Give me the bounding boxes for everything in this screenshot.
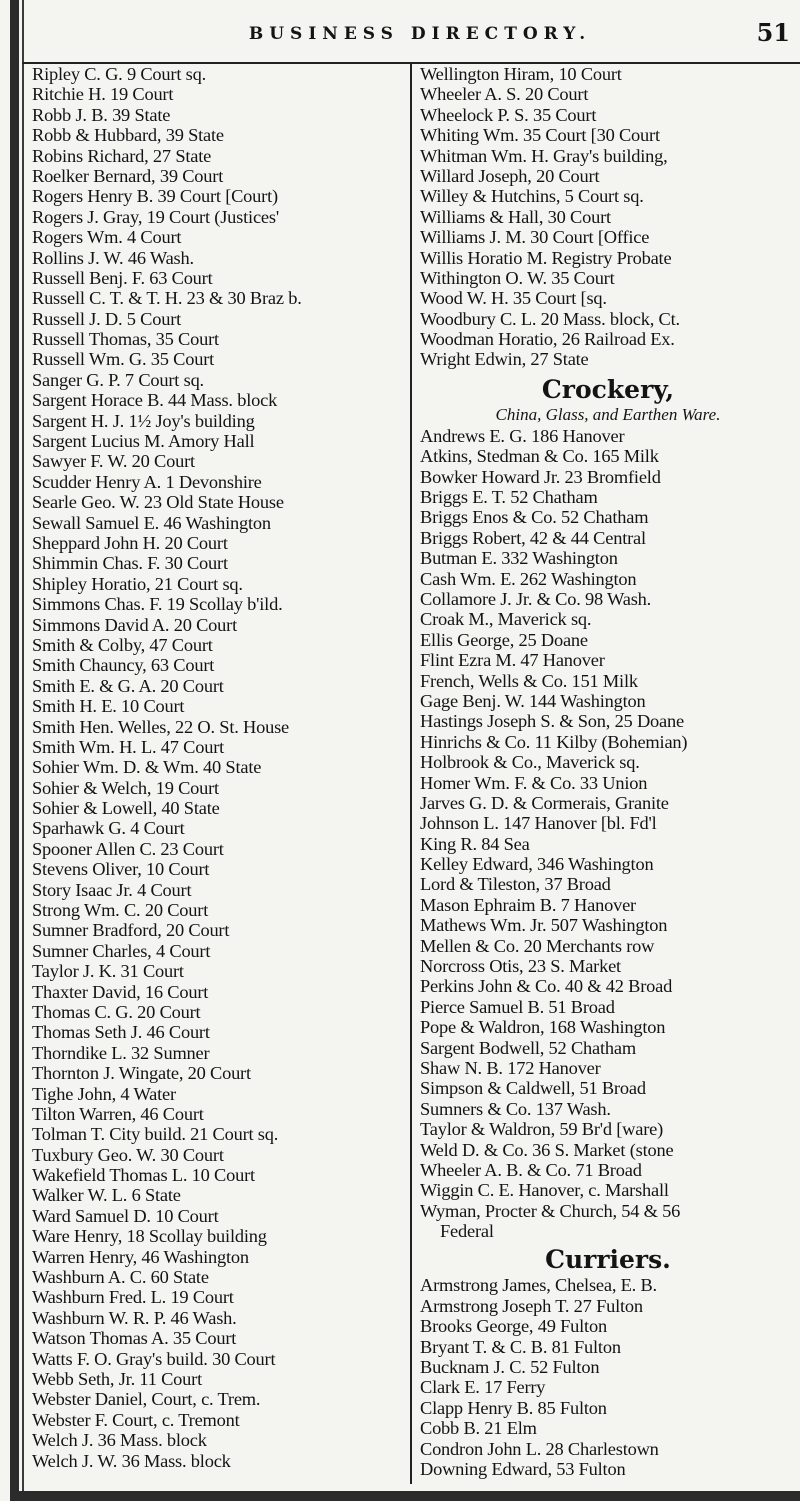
directory-entry: Smith E. & G. A. 20 Court [32, 675, 224, 696]
directory-entry: Briggs E. T. 52 Chatham [420, 487, 598, 508]
directory-entry: Willard Joseph, 20 Court [420, 165, 600, 186]
directory-entry: Russell C. T. & T. H. 23 & 30 Braz b. [32, 288, 302, 309]
right-column [420, 64, 796, 1479]
directory-entry: Sumners & Co. 137 Wash. [420, 1098, 611, 1119]
directory-entry: Lord & Tileston, 37 Broad [420, 874, 611, 895]
directory-entry: Withington O. W. 35 Court [420, 267, 615, 288]
directory-entry: Federal [440, 1221, 494, 1242]
directory-entry: Downing Edward, 53 Fulton [420, 1459, 626, 1479]
directory-entry: Williams & Hall, 30 Court [420, 206, 611, 227]
directory-entry: Russell Benj. F. 63 Court [32, 267, 213, 288]
directory-entry: Smith Wm. H. L. 47 Court [32, 736, 225, 757]
directory-entry: Simmons Chas. F. 19 Scollay b'ild. [32, 594, 283, 615]
directory-entry: Tolman T. City build. 21 Court sq. [32, 1124, 279, 1145]
directory-entry: Robb & Hubbard, 39 State [32, 125, 224, 146]
directory-entry: Ellis George, 25 Doane [420, 629, 588, 650]
directory-entry: Mason Ephraim B. 7 Hanover [420, 894, 636, 915]
directory-entry: Willey & Hutchins, 5 Court sq. [420, 186, 644, 207]
directory-entry: Sumner Bradford, 20 Court [32, 920, 230, 941]
directory-entry: Thorndike L. 32 Sumner [32, 1042, 210, 1063]
page-title: BUSINESS DIRECTORY. [248, 24, 592, 44]
directory-entry: Woodman Horatio, 26 Railroad Ex. [420, 329, 675, 350]
directory-entry: Warren Henry, 46 Washington [32, 1246, 249, 1267]
directory-entry: Robins Richard, 27 State [32, 145, 212, 166]
left-inner-rule [22, 0, 24, 1501]
directory-entry: Spooner Allen C. 23 Court [32, 838, 224, 859]
directory-entry: Tighe John, 4 Water [32, 1083, 176, 1104]
directory-entry: Shipley Horatio, 21 Court sq. [32, 573, 243, 594]
directory-entry: Ware Henry, 18 Scollay building [32, 1226, 267, 1247]
directory-entry: French, Wells & Co. 151 Milk [420, 670, 638, 691]
directory-entry: Wyman, Procter & Church, 54 & 56 [420, 1200, 681, 1221]
directory-entry: Brooks George, 49 Fulton [420, 1316, 607, 1337]
directory-entry: Washburn A. C. 60 State [32, 1267, 209, 1288]
right-column-entries [420, 64, 796, 370]
directory-entry: Simpson & Caldwell, 51 Broad [420, 1078, 646, 1099]
directory-entry: Wheeler A. B. & Co. 71 Broad [420, 1159, 642, 1180]
directory-entry: Smith Hen. Welles, 22 O. St. House [32, 716, 290, 737]
directory-entry: Williams J. M. 30 Court [Office [420, 227, 650, 248]
directory-entry: Taylor & Waldron, 59 Br'd [ware) [420, 1119, 664, 1140]
directory-entry: Butman E. 332 Washington [420, 548, 618, 569]
directory-entry: Wakefield Thomas L. 10 Court [32, 1165, 255, 1186]
directory-entry: Clark E. 17 Ferry [420, 1377, 546, 1398]
directory-entry: Pierce Samuel B. 51 Broad [420, 996, 615, 1017]
directory-entry: Ritchie H. 19 Court [32, 84, 174, 105]
directory-entry: Shaw N. B. 172 Hanover [420, 1057, 601, 1078]
directory-entry: Wheeler A. S. 20 Court [420, 84, 589, 105]
directory-entry: Webster F. Court, c. Tremont [32, 1409, 240, 1430]
directory-entry: Mathews Wm. Jr. 507 Washington [420, 915, 668, 936]
directory-entry: Wood W. H. 35 Court [sq. [420, 288, 607, 309]
directory-entry: Thornton J. Wingate, 20 Court [32, 1063, 251, 1084]
crockery-list [420, 426, 796, 1242]
directory-entry: Andrews E. G. 186 Hanover [420, 425, 625, 446]
directory-entry: Perkins John & Co. 40 & 42 Broad [420, 976, 673, 997]
directory-entry: Holbrook & Co., Maverick sq. [420, 752, 640, 773]
directory-entry: Rogers Wm. 4 Court [32, 227, 182, 248]
directory-entry: Wiggin C. E. Hanover, c. Marshall [420, 1180, 669, 1201]
directory-entry: Sohier Wm. D. & Wm. 40 State [32, 757, 262, 778]
directory-entry: Sohier & Welch, 19 Court [32, 777, 219, 798]
crockery-subheading: China, Glass, and Earthen Ware. [495, 404, 721, 424]
directory-entry: Washburn Fred. L. 19 Court [32, 1287, 234, 1308]
directory-entry: Taylor J. K. 31 Court [32, 961, 184, 982]
directory-entry: King R. 84 Sea [420, 833, 530, 854]
left-border [10, 0, 19, 1501]
directory-entry: Gage Benj. W. 144 Washington [420, 690, 646, 711]
directory-entry: Sargent Bodwell, 52 Chatham [420, 1037, 636, 1058]
left-column [32, 64, 408, 1471]
directory-entry: Kelley Edward, 346 Washington [420, 854, 654, 875]
directory-entry: Welch J. 36 Mass. block [32, 1430, 207, 1451]
directory-entry: Simmons David A. 20 Court [32, 614, 237, 635]
directory-entry: Watson Thomas A. 35 Court [32, 1328, 237, 1349]
directory-entry: Weld D. & Co. 36 S. Market (stone [420, 1139, 674, 1160]
directory-entry: Wright Edwin, 27 State [420, 349, 589, 370]
directory-entry: Shimmin Chas. F. 30 Court [32, 553, 228, 574]
directory-entry: Thaxter David, 16 Court [32, 981, 209, 1002]
directory-entry: Jarves G. D. & Cormerais, Granite [420, 792, 669, 813]
directory-entry: Armstrong Joseph T. 27 Fulton [420, 1295, 643, 1316]
directory-entry: Briggs Robert, 42 & 44 Central [420, 527, 646, 548]
directory-entry: Wellington Hiram, 10 Court [420, 64, 622, 84]
directory-entry: Flint Ezra M. 47 Hanover [420, 650, 605, 671]
directory-entry: Croak M., Maverick sq. [420, 609, 592, 630]
directory-entry: Sargent Lucius M. Amory Hall [32, 431, 255, 452]
curriers-list [420, 1275, 796, 1479]
directory-entry: Roelker Bernard, 39 Court [32, 165, 224, 186]
directory-entry: Mellen & Co. 20 Merchants row [420, 935, 655, 956]
directory-entry: Woodbury C. L. 20 Mass. block, Ct. [420, 308, 680, 329]
directory-entry: Thomas Seth J. 46 Court [32, 1022, 210, 1043]
directory-entry: Russell Thomas, 35 Court [32, 329, 219, 350]
directory-entry: Collamore J. Jr. & Co. 98 Wash. [420, 588, 652, 609]
directory-entry: Thomas C. G. 20 Court [32, 1001, 201, 1022]
directory-entry: Willis Horatio M. Registry Probate [420, 247, 672, 268]
directory-entry: Tilton Warren, 46 Court [32, 1103, 204, 1124]
curriers-heading: Curriers. [545, 1245, 671, 1275]
directory-entry: Norcross Otis, 23 S. Market [420, 956, 621, 977]
directory-entry: Smith Chauncy, 63 Court [32, 655, 215, 676]
directory-entry: Robb J. B. 39 State [32, 104, 171, 125]
directory-entry: Atkins, Stedman & Co. 165 Milk [420, 446, 659, 467]
directory-entry: Sanger G. P. 7 Court sq. [32, 369, 204, 390]
directory-entry: Sawyer F. W. 20 Court [32, 451, 195, 472]
directory-entry: Sewall Samuel E. 46 Washington [32, 512, 271, 533]
directory-entry: Welch J. W. 36 Mass. block [32, 1450, 231, 1471]
directory-entry: Bryant T. & C. B. 81 Fulton [420, 1336, 621, 1357]
directory-entry: Johnson L. 147 Hanover [bl. Fd'l [420, 813, 657, 834]
directory-entry: Cobb B. 21 Elm [420, 1418, 537, 1439]
directory-entry: Walker W. L. 6 State [32, 1185, 181, 1206]
directory-entry: Sparhawk G. 4 Court [32, 818, 185, 839]
directory-entry: Searle Geo. W. 23 Old State House [32, 492, 284, 513]
directory-entry: Whitman Wm. H. Gray's building, [420, 145, 668, 166]
directory-entry: Sargent H. J. 1½ Joy's building [32, 410, 255, 431]
directory-entry: Clapp Henry B. 85 Fulton [420, 1397, 607, 1418]
directory-entry: Sargent Horace B. 44 Mass. block [32, 390, 278, 411]
directory-entry: Whiting Wm. 35 Court [30 Court [420, 125, 660, 146]
column-divider [410, 64, 412, 1484]
directory-entry: Bucknam J. C. 52 Fulton [420, 1357, 600, 1378]
directory-entry: Strong Wm. C. 20 Court [32, 900, 209, 921]
directory-entry: Rogers J. Gray, 19 Court (Justices' [32, 206, 279, 227]
directory-entry: Smith & Colby, 47 Court [32, 634, 213, 655]
directory-entry: Rollins J. W. 46 Wash. [32, 247, 194, 268]
directory-entry: Armstrong James, Chelsea, E. B. [420, 1275, 657, 1296]
directory-entry: Sheppard John H. 20 Court [32, 532, 228, 553]
directory-entry: Russell Wm. G. 35 Court [32, 349, 215, 370]
directory-entry: Scudder Henry A. 1 Devonshire [32, 471, 262, 492]
bottom-border [10, 1491, 800, 1501]
directory-entry: Russell J. D. 5 Court [32, 308, 182, 329]
directory-entry: Webb Seth, Jr. 11 Court [32, 1369, 202, 1389]
directory-entry: Briggs Enos & Co. 52 Chatham [420, 507, 649, 528]
directory-entry: Stevens Oliver, 10 Court [32, 859, 210, 880]
directory-entry: Hinrichs & Co. 11 Kilby (Bohemian) [420, 731, 688, 752]
directory-entry: Watts F. O. Gray's build. 30 Court [32, 1348, 276, 1369]
directory-entry: Ripley C. G. 9 Court sq. [32, 64, 207, 84]
directory-entry: Homer Wm. F. & Co. 33 Union [420, 772, 648, 793]
directory-entry: Ward Samuel D. 10 Court [32, 1205, 219, 1226]
directory-entry: Cash Wm. E. 262 Washington [420, 568, 637, 589]
directory-entry: Smith H. E. 10 Court [32, 696, 185, 717]
directory-entry: Sohier & Lowell, 40 State [32, 798, 220, 819]
page-number: 51 [756, 18, 790, 47]
directory-entry: Wheelock P. S. 35 Court [420, 104, 597, 125]
directory-entry: Tuxbury Geo. W. 30 Court [32, 1144, 224, 1165]
directory-entry: Sumner Charles, 4 Court [32, 940, 211, 961]
directory-entry: Rogers Henry B. 39 Court [Court) [32, 186, 278, 207]
directory-entry: Condron John L. 28 Charlestown [420, 1438, 659, 1459]
crockery-heading: Crockery, [541, 374, 675, 404]
directory-entry: Washburn W. R. P. 46 Wash. [32, 1307, 237, 1328]
directory-entry: Bowker Howard Jr. 23 Bromfield [420, 466, 661, 487]
directory-entry: Story Isaac Jr. 4 Court [32, 879, 192, 900]
directory-entry: Webster Daniel, Court, c. Trem. [32, 1389, 261, 1410]
directory-entry: Hastings Joseph S. & Son, 25 Doane [420, 711, 684, 732]
directory-entry: Pope & Waldron, 168 Washington [420, 1017, 666, 1038]
